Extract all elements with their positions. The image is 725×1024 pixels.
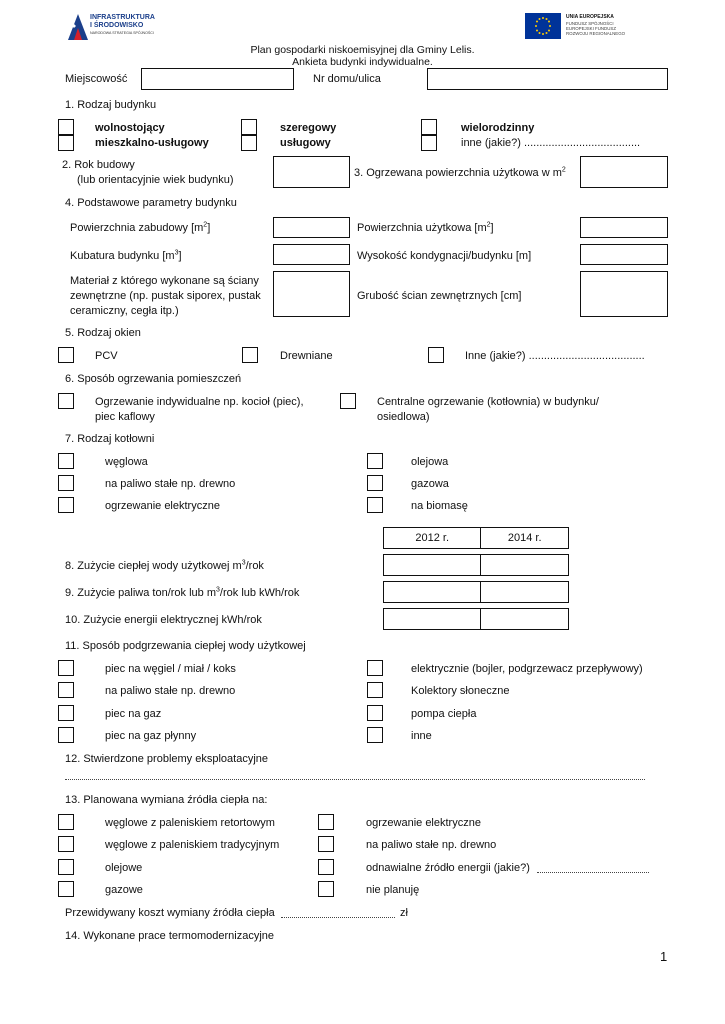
paliwo-2012-cell[interactable] [384,582,481,603]
s8-end: /rok [245,560,264,572]
mieszkalno-uslugowy-label: mieszkalno-usługowy [95,137,209,149]
koszt-line[interactable] [281,917,395,918]
s9-label [65,586,299,600]
year-2012-header: 2012 r. [384,528,481,549]
wymiana-elektryczne-checkbox[interactable] [318,814,334,830]
wysokosc-label: Wysokość kondygnacji/budynku [m] [357,250,532,262]
material-label-line3: ceramiczny, cegła itp.) [70,305,179,317]
drewniane-checkbox[interactable] [242,347,258,363]
year-2014-header: 2014 r. [481,528,569,549]
piec-gaz-plynny-checkbox[interactable] [58,727,74,743]
koszt-unit: zł [400,907,408,919]
inne-budynek-label: inne (jakie?) ...................................... [461,137,641,149]
wymiana-elektryczne-label: ogrzewanie elektryczne [366,817,481,829]
pow-uzytkowa-sup: 2 [486,221,491,229]
cwu-inne-checkbox[interactable] [367,727,383,743]
oze-line[interactable] [537,872,649,873]
ogrzewanie-elektryczne-kotl-checkbox[interactable] [58,497,74,513]
nie-planuje-checkbox[interactable] [318,881,334,897]
elektrycznie-checkbox[interactable] [367,660,383,676]
s5-title: 5. Rodzaj okien [65,327,141,339]
s10-label: 10. Zużycie energii elektrycznej kWh/rok [65,614,262,626]
wolnostojacy-checkbox[interactable] [58,119,74,135]
gazowe-label: gazowe [105,884,143,896]
rok-budowy-sublabel: (lub orientacyjnie wiek budynku) [77,174,234,186]
kolektory-checkbox[interactable] [367,682,383,698]
pow-zabudowy-sup: 2 [203,221,208,229]
material-label-line1: Materiał z którego wykonane są ściany [70,275,259,287]
kubatura-label [70,249,182,263]
olejowe-checkbox[interactable] [58,859,74,875]
s12-title: 12. Stwierdzone problemy eksploatacyjne [65,753,269,765]
piec-gaz-plynny-label: piec na gaz płynny [105,730,197,742]
koszt-label: Przewidywany koszt wymiany źródła ciepła [65,907,275,919]
szeregowy-checkbox[interactable] [241,119,257,135]
olejowa-checkbox[interactable] [367,453,383,469]
pow-uzytkowa-label [357,221,494,235]
energia-2014-cell[interactable] [481,609,569,630]
uslugowy-checkbox[interactable] [241,135,257,151]
wielorodzinny-label: wielorodzinny [461,122,535,134]
page-subtitle: Ankieta budynki indywidualne. [292,56,433,68]
gazowa-label: gazowa [411,478,449,490]
problemy-line[interactable] [65,779,645,780]
logo-right-line1: UNIA EUROPEJSKA [566,14,614,20]
gazowa-checkbox[interactable] [367,475,383,491]
biomasa-label: na biomasę [411,500,468,512]
logo-left-line3: NARODOWA STRATEGIA SPÓJNOŚCI [90,31,154,35]
logo-left-line2: I ŚRODOWISKO [90,22,144,29]
pow-uzytkowa-end: ] [490,222,494,234]
eu-flag-icon [525,13,561,39]
nr-domu-label: Nr domu/ulica [313,73,381,85]
wymiana-paliwo-stale-label: na paliwo stałe np. drewno [366,839,497,851]
centralne-ogrzewanie-label2: osiedlowa) [377,411,430,423]
miejscowosc-field[interactable] [141,68,294,90]
s13-title: 13. Planowana wymiana źródła ciepła na: [65,794,268,806]
paliwo-stale-checkbox[interactable] [58,475,74,491]
consumption-table [383,527,569,630]
cwu-paliwo-stale-label: na paliwo stałe np. drewno [105,685,236,697]
rok-budowy-label: 2. Rok budowy [62,159,135,171]
inne-okna-label: Inne (jakie?) ...................................... [465,350,645,362]
pompa-ciepla-checkbox[interactable] [367,705,383,721]
logo-right-line3: EUROPEJSKI FUNDUSZ [566,26,617,31]
s6-title: 6. Sposób ogrzewania pomieszczeń [65,373,242,385]
uslugowy-label: usługowy [280,137,331,149]
page-number: 1 [660,949,668,964]
retortowy-checkbox[interactable] [58,814,74,830]
centralne-ogrzewanie-checkbox[interactable] [340,393,356,409]
olejowa-label: olejowa [411,456,449,468]
piec-gaz-label: piec na gaz [105,708,162,720]
paliwo-stale-label: na paliwo stałe np. drewno [105,478,236,490]
pow-uzytkowa-field[interactable] [580,217,668,238]
logo-left-line1: INFRASTRUKTURA [90,14,155,21]
ogrzewanie-elektryczne-kotl-label: ogrzewanie elektryczne [105,500,220,512]
ogrzewanie-indywidualne-label: Ogrzewanie indywidualne np. kocioł (piec), [95,396,304,408]
ogrzewanie-indywidualne-checkbox[interactable] [58,393,74,409]
pompa-ciepla-label: pompa ciepła [411,708,477,720]
centralne-ogrzewanie-label: Centralne ogrzewanie (kotłownia) w budynku/ [377,396,599,408]
page-title: Plan gospodarki niskoemisyjnej dla Gminy Lelis. [250,44,475,56]
pow-zabudowy-text: Powierzchnia zabudowy [m [70,222,204,234]
inne-budynek-checkbox[interactable] [421,135,437,151]
s4-title: 4. Podstawowe parametry budynku [65,197,237,209]
cwu-inne-label: inne [411,730,432,742]
biomasa-checkbox[interactable] [367,497,383,513]
oze-checkbox[interactable] [318,859,334,875]
piec-gaz-checkbox[interactable] [58,705,74,721]
pow-uzytkowa-text: Powierzchnia użytkowa [m [357,222,487,234]
olejowe-label: olejowe [105,862,143,874]
cwu-paliwo-stale-checkbox[interactable] [58,682,74,698]
kubatura-field[interactable] [273,244,350,265]
year-header-row [384,528,569,549]
pow-zabudowy-end: ] [207,222,211,234]
pcv-checkbox[interactable] [58,347,74,363]
miejscowosc-label: Miejscowość [65,73,128,85]
paliwo-2014-cell[interactable] [481,582,569,603]
pow-zabudowy-label [70,221,210,235]
material-field[interactable] [273,271,350,317]
s1-title: 1. Rodzaj budynku [65,99,157,111]
weglowa-label: węglowa [105,456,148,468]
energia-2012-cell[interactable] [384,609,481,630]
eu-logo [525,13,635,41]
grubosc-field[interactable] [580,271,668,317]
ogrzewanie-indywidualne-label2: piec kaflowy [95,411,155,423]
piec-wegiel-checkbox[interactable] [58,660,74,676]
drewniane-label: Drewniane [280,350,333,362]
elektrycznie-label: elektrycznie (bojler, podgrzewacz przepływowy) [411,663,643,675]
logo-right-line2: FUNDUSZ SPÓJNOŚCI [566,21,614,26]
s11-title: 11. Sposób podgrzewania ciepłej wody użytkowej [65,640,306,652]
ogrzewana-powierzchnia-sup: 2 [561,166,566,174]
s9-sup: 3 [216,586,220,594]
nie-planuje-label: nie planuję [366,884,420,896]
kubatura-sup: 3 [174,249,179,257]
logo-right-line4: ROZWOJU REGIONALNEGO [566,31,626,36]
s8-sup: 3 [241,559,246,567]
pow-zabudowy-field[interactable] [273,217,350,238]
nr-domu-field[interactable] [427,68,668,90]
wymiana-paliwo-stale-checkbox[interactable] [318,836,334,852]
s8-label [65,559,264,573]
szeregowy-label: szeregowy [280,122,337,134]
s8-text: 8. Zużycie ciepłej wody użytkowej m [65,560,242,572]
s9-text: 9. Zużycie paliwa ton/rok lub m [65,587,217,599]
wolnostojacy-label: wolnostojący [95,122,165,134]
ogrzewana-powierzchnia-field[interactable] [580,156,668,188]
woda-2014-cell[interactable] [481,555,569,576]
tradycyjny-label: węglowe z paleniskiem tradycyjnym [105,839,280,851]
piec-wegiel-label: piec na węgiel / miał / koks [105,663,236,675]
gazowe-checkbox[interactable] [58,881,74,897]
pcv-label: PCV [95,350,118,362]
tradycyjny-checkbox[interactable] [58,836,74,852]
ogrzewana-powierzchnia-text: 3. Ogrzewana powierzchnia użytkowa w m [354,167,562,179]
grubosc-label: Grubość ścian zewnętrznych [cm] [357,290,522,302]
kubatura-text: Kubatura budynku [m [70,250,175,262]
inne-okna-checkbox[interactable] [428,347,444,363]
infrastruktura-logo [68,12,158,42]
energia-row [384,609,569,630]
ogrzewana-powierzchnia-label [354,166,566,180]
retortowy-label: węglowe z paleniskiem retortowym [105,817,275,829]
s9-end: /rok lub kWh/rok [219,587,300,599]
weglowa-checkbox[interactable] [58,453,74,469]
paliwo-row [384,582,569,603]
woda-row [384,555,569,576]
oze-label: odnawialne źródło energii (jakie?) [366,862,530,874]
wielorodzinny-checkbox[interactable] [421,119,437,135]
kubatura-end: ] [178,250,182,262]
wysokosc-field[interactable] [580,244,668,265]
kolektory-label: Kolektory słoneczne [411,685,510,697]
woda-2012-cell[interactable] [384,555,481,576]
mieszkalno-uslugowy-checkbox[interactable] [58,135,74,151]
infrastruktura-emblem-icon [68,14,88,40]
s14-title: 14. Wykonane prace termomodernizacyjne [65,930,275,942]
rok-budowy-field[interactable] [273,156,350,188]
s7-title: 7. Rodzaj kotłowni [65,433,155,445]
material-label-line2: zewnętrzne (np. pustak siporex, pustak [70,290,261,302]
